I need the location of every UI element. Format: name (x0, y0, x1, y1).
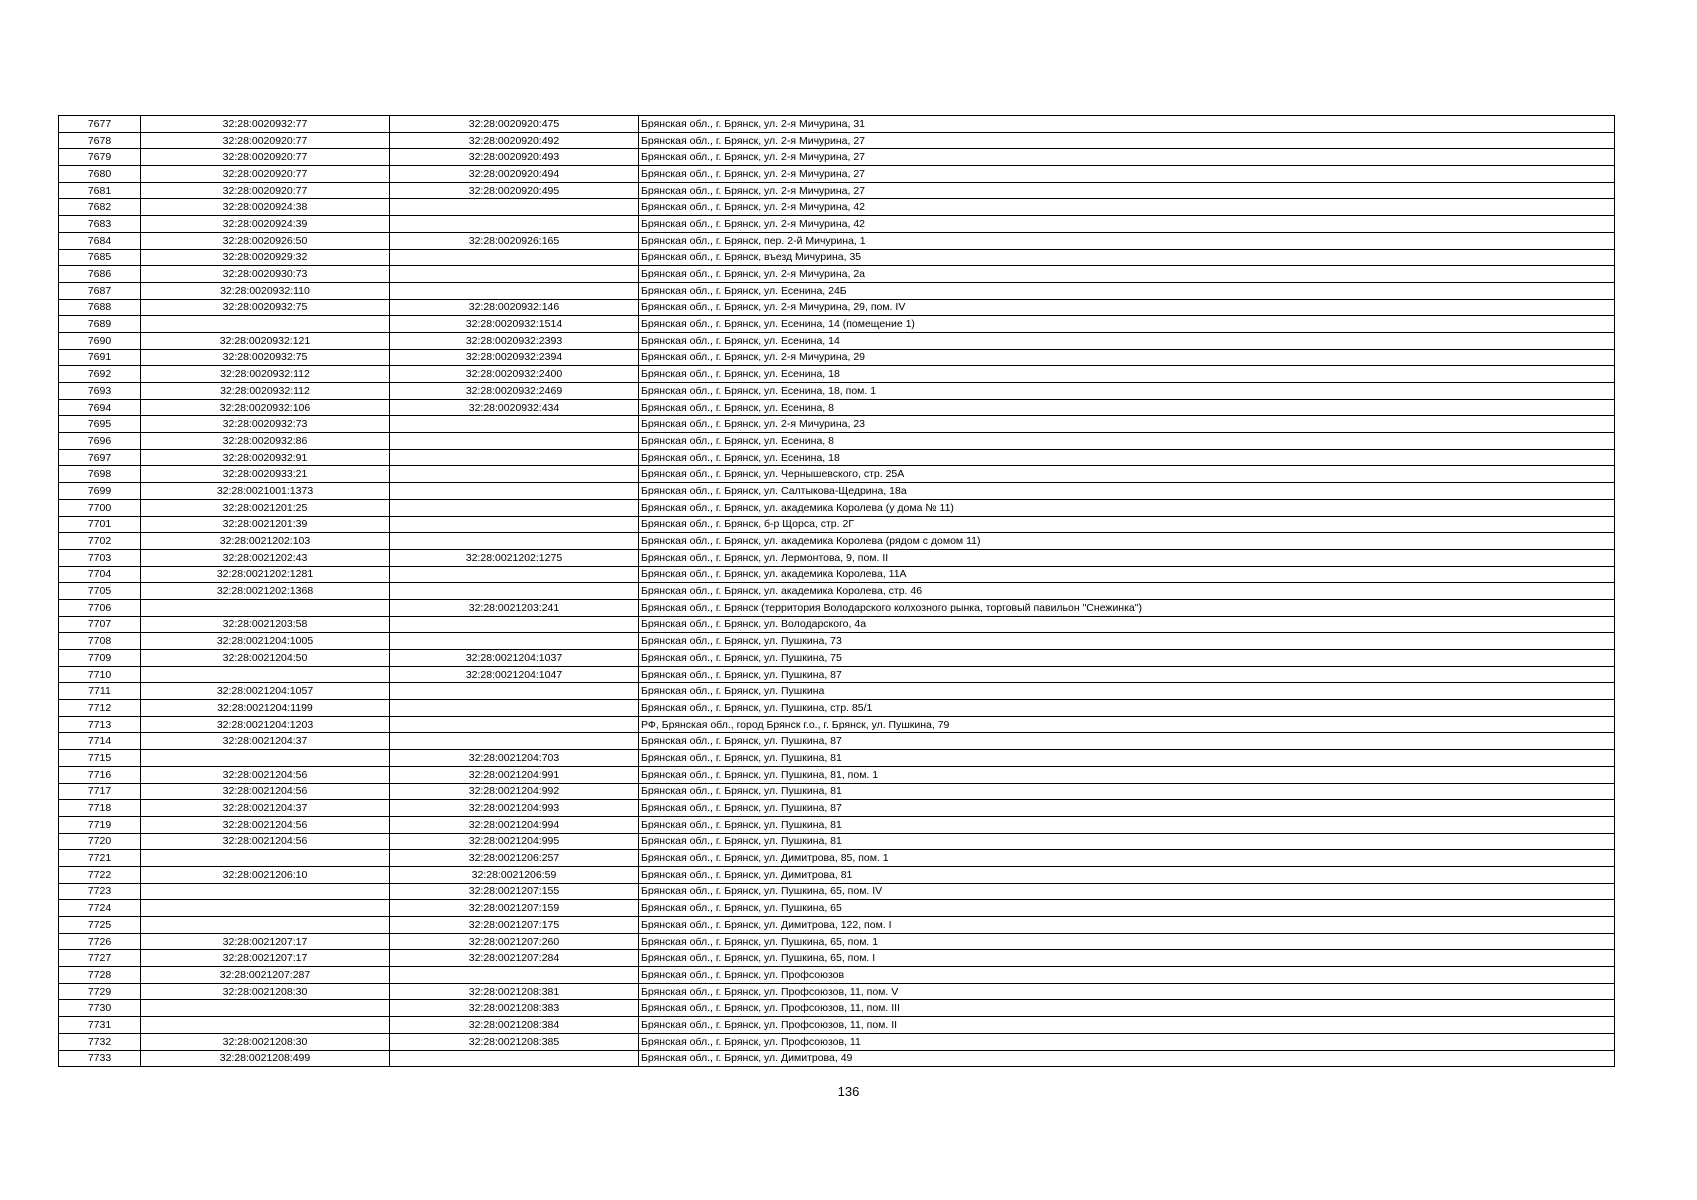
object-cadastral-number-cell: 32:28:0021204:1047 (390, 666, 639, 683)
address-cell: Брянская обл., г. Брянск, ул. Пушкина, 65, пом. 1 (639, 933, 1615, 950)
object-cadastral-number-cell: 32:28:0021207:159 (390, 900, 639, 917)
land-cadastral-number-cell (141, 666, 390, 683)
table-row (59, 700, 1615, 717)
table-row (59, 650, 1615, 667)
land-cadastral-number-cell: 32:28:0021201:39 (141, 516, 390, 533)
land-cadastral-number-cell: 32:28:0021206:10 (141, 866, 390, 883)
land-cadastral-number-cell: 32:28:0021208:30 (141, 983, 390, 1000)
object-cadastral-number-cell: 32:28:0021204:994 (390, 816, 639, 833)
table-row (59, 116, 1615, 133)
row-number-cell: 7700 (59, 499, 141, 516)
row-number-cell: 7726 (59, 933, 141, 950)
object-cadastral-number-cell: 32:28:0020932:2394 (390, 349, 639, 366)
table-row (59, 666, 1615, 683)
object-cadastral-number-cell: 32:28:0020920:494 (390, 166, 639, 183)
row-number-cell: 7681 (59, 182, 141, 199)
row-number-cell: 7721 (59, 850, 141, 867)
object-cadastral-number-cell: 32:28:0021204:995 (390, 833, 639, 850)
table-row (59, 549, 1615, 566)
object-cadastral-number-cell: 32:28:0020926:165 (390, 232, 639, 249)
table-row (59, 750, 1615, 767)
address-cell: Брянская обл., г. Брянск, ул. 2-я Мичурина, 27 (639, 149, 1615, 166)
object-cadastral-number-cell: 32:28:0020920:492 (390, 132, 639, 149)
land-cadastral-number-cell: 32:28:0020932:75 (141, 349, 390, 366)
object-cadastral-number-cell (390, 216, 639, 233)
address-cell: Брянская обл., г. Брянск (территория Володарского колхозного рынка, торговый павильон "Снежинка") (639, 599, 1615, 616)
address-cell: Брянская обл., г. Брянск, ул. Есенина, 14 (639, 332, 1615, 349)
row-number-cell: 7685 (59, 249, 141, 266)
address-cell: Брянская обл., г. Брянск, ул. Пушкина, 87 (639, 733, 1615, 750)
row-number-cell: 7713 (59, 716, 141, 733)
land-cadastral-number-cell (141, 1000, 390, 1017)
table-row (59, 166, 1615, 183)
object-cadastral-number-cell: 32:28:0021204:703 (390, 750, 639, 767)
object-cadastral-number-cell: 32:28:0020920:493 (390, 149, 639, 166)
table-row (59, 766, 1615, 783)
row-number-cell: 7680 (59, 166, 141, 183)
row-number-cell: 7684 (59, 232, 141, 249)
land-cadastral-number-cell: 32:28:0020920:77 (141, 149, 390, 166)
table-row (59, 633, 1615, 650)
address-cell: Брянская обл., г. Брянск, ул. Димитрова, 85, пом. 1 (639, 850, 1615, 867)
address-cell: Брянская обл., г. Брянск, ул. Димитрова, 49 (639, 1050, 1615, 1067)
address-cell: Брянская обл., г. Брянск, ул. Салтыкова-Щедрина, 18а (639, 483, 1615, 500)
row-number-cell: 7705 (59, 583, 141, 600)
row-number-cell: 7686 (59, 266, 141, 283)
address-cell: Брянская обл., г. Брянск, ул. Профсоюзов, 11, пом. V (639, 983, 1615, 1000)
land-cadastral-number-cell (141, 883, 390, 900)
table-row (59, 132, 1615, 149)
object-cadastral-number-cell (390, 266, 639, 283)
land-cadastral-number-cell: 32:28:0021202:43 (141, 549, 390, 566)
object-cadastral-number-cell (390, 683, 639, 700)
object-cadastral-number-cell: 32:28:0021208:385 (390, 1033, 639, 1050)
land-cadastral-number-cell: 32:28:0021204:37 (141, 800, 390, 817)
row-number-cell: 7733 (59, 1050, 141, 1067)
row-number-cell: 7699 (59, 483, 141, 500)
row-number-cell: 7720 (59, 833, 141, 850)
land-cadastral-number-cell: 32:28:0020920:77 (141, 132, 390, 149)
row-number-cell: 7679 (59, 149, 141, 166)
address-cell: Брянская обл., г. Брянск, ул. Пушкина, 65 (639, 900, 1615, 917)
object-cadastral-number-cell: 32:28:0020932:146 (390, 299, 639, 316)
object-cadastral-number-cell (390, 199, 639, 216)
table-row (59, 332, 1615, 349)
row-number-cell: 7688 (59, 299, 141, 316)
table-row (59, 683, 1615, 700)
table-row (59, 316, 1615, 333)
row-number-cell: 7687 (59, 282, 141, 299)
object-cadastral-number-cell (390, 282, 639, 299)
address-cell: Брянская обл., г. Брянск, ул. Пушкина, 81 (639, 833, 1615, 850)
object-cadastral-number-cell: 32:28:0021206:59 (390, 866, 639, 883)
row-number-cell: 7727 (59, 950, 141, 967)
address-cell: Брянская обл., г. Брянск, ул. Пушкина, 81, пом. 1 (639, 766, 1615, 783)
land-cadastral-number-cell: 32:28:0021204:56 (141, 816, 390, 833)
table-row (59, 399, 1615, 416)
object-cadastral-number-cell: 32:28:0021207:175 (390, 917, 639, 934)
land-cadastral-number-cell: 32:28:0020932:121 (141, 332, 390, 349)
address-cell: Брянская обл., г. Брянск, ул. Есенина, 8 (639, 399, 1615, 416)
land-cadastral-number-cell: 32:28:0020920:77 (141, 182, 390, 199)
address-cell: Брянская обл., г. Брянск, въезд Мичурина, 35 (639, 249, 1615, 266)
object-cadastral-number-cell (390, 733, 639, 750)
land-cadastral-number-cell: 32:28:0020930:73 (141, 266, 390, 283)
row-number-cell: 7722 (59, 866, 141, 883)
row-number-cell: 7702 (59, 533, 141, 550)
object-cadastral-number-cell (390, 533, 639, 550)
land-cadastral-number-cell: 32:28:0021204:56 (141, 783, 390, 800)
address-cell: Брянская обл., г. Брянск, ул. Пушкина, 65, пом. I (639, 950, 1615, 967)
object-cadastral-number-cell: 32:28:0020920:475 (390, 116, 639, 133)
table-row (59, 483, 1615, 500)
land-cadastral-number-cell (141, 917, 390, 934)
address-cell: Брянская обл., г. Брянск, ул. академика Королева (у дома № 11) (639, 499, 1615, 516)
address-cell: Брянская обл., г. Брянск, ул. 2-я Мичурина, 23 (639, 416, 1615, 433)
object-cadastral-number-cell (390, 249, 639, 266)
object-cadastral-number-cell: 32:28:0021208:381 (390, 983, 639, 1000)
object-cadastral-number-cell: 32:28:0021204:993 (390, 800, 639, 817)
table-row (59, 449, 1615, 466)
address-cell: Брянская обл., г. Брянск, ул. Пушкина, 87 (639, 666, 1615, 683)
land-cadastral-number-cell: 32:28:0021203:58 (141, 616, 390, 633)
land-cadastral-number-cell (141, 900, 390, 917)
object-cadastral-number-cell: 32:28:0020932:1514 (390, 316, 639, 333)
land-cadastral-number-cell: 32:28:0021204:56 (141, 766, 390, 783)
address-cell: РФ, Брянская обл., город Брянск г.о., г. Брянск, ул. Пушкина, 79 (639, 716, 1615, 733)
object-cadastral-number-cell (390, 633, 639, 650)
row-number-cell: 7725 (59, 917, 141, 934)
land-cadastral-number-cell: 32:28:0020924:38 (141, 199, 390, 216)
row-number-cell: 7708 (59, 633, 141, 650)
land-cadastral-number-cell (141, 750, 390, 767)
land-cadastral-number-cell: 32:28:0021202:1281 (141, 566, 390, 583)
land-cadastral-number-cell: 32:28:0020929:32 (141, 249, 390, 266)
row-number-cell: 7690 (59, 332, 141, 349)
table-row (59, 866, 1615, 883)
row-number-cell: 7698 (59, 466, 141, 483)
row-number-cell: 7730 (59, 1000, 141, 1017)
object-cadastral-number-cell (390, 566, 639, 583)
table-row (59, 783, 1615, 800)
address-cell: Брянская обл., г. Брянск, ул. 2-я Мичурина, 42 (639, 199, 1615, 216)
land-cadastral-number-cell: 32:28:0020932:77 (141, 116, 390, 133)
row-number-cell: 7682 (59, 199, 141, 216)
address-cell: Брянская обл., г. Брянск, ул. 2-я Мичурина, 31 (639, 116, 1615, 133)
address-cell: Брянская обл., г. Брянск, ул. Есенина, 18, пом. 1 (639, 383, 1615, 400)
object-cadastral-number-cell: 32:28:0021204:991 (390, 766, 639, 783)
land-cadastral-number-cell: 32:28:0021207:287 (141, 967, 390, 984)
object-cadastral-number-cell: 32:28:0021208:384 (390, 1017, 639, 1034)
object-cadastral-number-cell: 32:28:0021207:260 (390, 933, 639, 950)
page-number: 136 (837, 1084, 860, 1099)
object-cadastral-number-cell: 32:28:0020932:2400 (390, 366, 639, 383)
address-cell: Брянская обл., г. Брянск, ул. Пушкина (639, 683, 1615, 700)
address-cell: Брянская обл., г. Брянск, ул. Димитрова, 81 (639, 866, 1615, 883)
land-cadastral-number-cell (141, 850, 390, 867)
land-cadastral-number-cell: 32:28:0021204:1057 (141, 683, 390, 700)
object-cadastral-number-cell (390, 700, 639, 717)
table-row (59, 416, 1615, 433)
table-row (59, 900, 1615, 917)
table-row (59, 1050, 1615, 1067)
row-number-cell: 7712 (59, 700, 141, 717)
table-row (59, 249, 1615, 266)
land-cadastral-number-cell: 32:28:0021208:30 (141, 1033, 390, 1050)
row-number-cell: 7677 (59, 116, 141, 133)
row-number-cell: 7695 (59, 416, 141, 433)
land-cadastral-number-cell: 32:28:0020932:86 (141, 433, 390, 450)
row-number-cell: 7706 (59, 599, 141, 616)
row-number-cell: 7711 (59, 683, 141, 700)
row-number-cell: 7719 (59, 816, 141, 833)
object-cadastral-number-cell (390, 1050, 639, 1067)
row-number-cell: 7683 (59, 216, 141, 233)
address-cell: Брянская обл., г. Брянск, ул. Пушкина, 65, пом. IV (639, 883, 1615, 900)
table-row (59, 266, 1615, 283)
row-number-cell: 7731 (59, 1017, 141, 1034)
address-cell: Брянская обл., г. Брянск, ул. Есенина, 18 (639, 449, 1615, 466)
table-row (59, 466, 1615, 483)
table-row (59, 883, 1615, 900)
land-cadastral-number-cell (141, 599, 390, 616)
table-row (59, 1017, 1615, 1034)
row-number-cell: 7709 (59, 650, 141, 667)
table-row (59, 599, 1615, 616)
land-cadastral-number-cell: 32:28:0021204:1005 (141, 633, 390, 650)
table-row (59, 433, 1615, 450)
address-cell: Брянская обл., г. Брянск, б-р Щорса, стр. 2Г (639, 516, 1615, 533)
object-cadastral-number-cell: 32:28:0020932:434 (390, 399, 639, 416)
land-cadastral-number-cell: 32:28:0020932:112 (141, 383, 390, 400)
land-cadastral-number-cell: 32:28:0021201:25 (141, 499, 390, 516)
table-row (59, 816, 1615, 833)
address-cell: Брянская обл., г. Брянск, ул. академика Королева (рядом с домом 11) (639, 533, 1615, 550)
table-row (59, 232, 1615, 249)
table-row (59, 216, 1615, 233)
object-cadastral-number-cell: 32:28:0021207:284 (390, 950, 639, 967)
address-cell: Брянская обл., г. Брянск, ул. 2-я Мичурина, 29 (639, 349, 1615, 366)
registry-table (58, 115, 1615, 1067)
table-row (59, 616, 1615, 633)
address-cell: Брянская обл., г. Брянск, ул. 2-я Мичурина, 42 (639, 216, 1615, 233)
land-cadastral-number-cell: 32:28:0020932:106 (141, 399, 390, 416)
address-cell: Брянская обл., г. Брянск, ул. Димитрова, 122, пом. I (639, 917, 1615, 934)
address-cell: Брянская обл., г. Брянск, ул. Пушкина, 73 (639, 633, 1615, 650)
table-row (59, 583, 1615, 600)
row-number-cell: 7701 (59, 516, 141, 533)
object-cadastral-number-cell: 32:28:0021207:155 (390, 883, 639, 900)
row-number-cell: 7714 (59, 733, 141, 750)
land-cadastral-number-cell: 32:28:0020932:91 (141, 449, 390, 466)
table-row (59, 917, 1615, 934)
table-row (59, 516, 1615, 533)
object-cadastral-number-cell: 32:28:0021206:257 (390, 850, 639, 867)
land-cadastral-number-cell: 32:28:0021204:56 (141, 833, 390, 850)
object-cadastral-number-cell (390, 416, 639, 433)
object-cadastral-number-cell (390, 449, 639, 466)
address-cell: Брянская обл., г. Брянск, ул. 2-я Мичурина, 27 (639, 166, 1615, 183)
object-cadastral-number-cell: 32:28:0020932:2469 (390, 383, 639, 400)
land-cadastral-number-cell: 32:28:0020932:73 (141, 416, 390, 433)
land-cadastral-number-cell: 32:28:0021202:1368 (141, 583, 390, 600)
row-number-cell: 7707 (59, 616, 141, 633)
address-cell: Брянская обл., г. Брянск, ул. 2-я Мичурина, 27 (639, 132, 1615, 149)
address-cell: Брянская обл., г. Брянск, ул. 2-я Мичурина, 27 (639, 182, 1615, 199)
row-number-cell: 7697 (59, 449, 141, 466)
row-number-cell: 7715 (59, 750, 141, 767)
table-row (59, 1033, 1615, 1050)
land-cadastral-number-cell: 32:28:0021204:1203 (141, 716, 390, 733)
address-cell: Брянская обл., г. Брянск, ул. Профсоюзов, 11, пом. III (639, 1000, 1615, 1017)
object-cadastral-number-cell: 32:28:0020932:2393 (390, 332, 639, 349)
table-row (59, 199, 1615, 216)
row-number-cell: 7678 (59, 132, 141, 149)
land-cadastral-number-cell: 32:28:0021202:103 (141, 533, 390, 550)
table-row (59, 533, 1615, 550)
address-cell: Брянская обл., г. Брянск, ул. Володарского, 4а (639, 616, 1615, 633)
land-cadastral-number-cell: 32:28:0020932:75 (141, 299, 390, 316)
row-number-cell: 7703 (59, 549, 141, 566)
land-cadastral-number-cell: 32:28:0021204:37 (141, 733, 390, 750)
address-cell: Брянская обл., г. Брянск, ул. Пушкина, 81 (639, 783, 1615, 800)
table-row (59, 299, 1615, 316)
object-cadastral-number-cell: 32:28:0021203:241 (390, 599, 639, 616)
object-cadastral-number-cell: 32:28:0020920:495 (390, 182, 639, 199)
table-row (59, 800, 1615, 817)
table-row (59, 349, 1615, 366)
address-cell: Брянская обл., г. Брянск, ул. 2-я Мичурина, 29, пом. IV (639, 299, 1615, 316)
land-cadastral-number-cell: 32:28:0021207:17 (141, 933, 390, 950)
address-cell: Брянская обл., г. Брянск, ул. Пушкина, 81 (639, 750, 1615, 767)
address-cell: Брянская обл., г. Брянск, ул. Есенина, 14 (помещение 1) (639, 316, 1615, 333)
land-cadastral-number-cell: 32:28:0020920:77 (141, 166, 390, 183)
address-cell: Брянская обл., г. Брянск, ул. Пушкина, 87 (639, 800, 1615, 817)
land-cadastral-number-cell: 32:28:0020933:21 (141, 466, 390, 483)
address-cell: Брянская обл., г. Брянск, ул. Есенина, 8 (639, 433, 1615, 450)
row-number-cell: 7723 (59, 883, 141, 900)
object-cadastral-number-cell (390, 483, 639, 500)
address-cell: Брянская обл., г. Брянск, ул. 2-я Мичурина, 2а (639, 266, 1615, 283)
document-sheet (58, 115, 1614, 1067)
land-cadastral-number-cell: 32:28:0020932:112 (141, 366, 390, 383)
land-cadastral-number-cell: 32:28:0021001:1373 (141, 483, 390, 500)
address-cell: Брянская обл., г. Брянск, ул. Чернышевского, стр. 25А (639, 466, 1615, 483)
address-cell: Брянская обл., г. Брянск, ул. академика Королева, 11А (639, 566, 1615, 583)
table-row (59, 182, 1615, 199)
row-number-cell: 7689 (59, 316, 141, 333)
object-cadastral-number-cell (390, 433, 639, 450)
table-row (59, 1000, 1615, 1017)
address-cell: Брянская обл., г. Брянск, ул. Профсоюзов, 11 (639, 1033, 1615, 1050)
address-cell: Брянская обл., г. Брянск, ул. Лермонтова, 9, пом. II (639, 549, 1615, 566)
table-row (59, 933, 1615, 950)
object-cadastral-number-cell: 32:28:0021204:992 (390, 783, 639, 800)
row-number-cell: 7732 (59, 1033, 141, 1050)
land-cadastral-number-cell: 32:28:0020924:39 (141, 216, 390, 233)
address-cell: Брянская обл., г. Брянск, ул. Есенина, 24Б (639, 282, 1615, 299)
registry-table-body (59, 116, 1615, 1067)
land-cadastral-number-cell: 32:28:0021204:1199 (141, 700, 390, 717)
row-number-cell: 7704 (59, 566, 141, 583)
row-number-cell: 7716 (59, 766, 141, 783)
table-row (59, 967, 1615, 984)
row-number-cell: 7694 (59, 399, 141, 416)
address-cell: Брянская обл., г. Брянск, пер. 2-й Мичурина, 1 (639, 232, 1615, 249)
land-cadastral-number-cell: 32:28:0020926:50 (141, 232, 390, 249)
object-cadastral-number-cell (390, 716, 639, 733)
table-row (59, 983, 1615, 1000)
row-number-cell: 7692 (59, 366, 141, 383)
row-number-cell: 7691 (59, 349, 141, 366)
row-number-cell: 7728 (59, 967, 141, 984)
address-cell: Брянская обл., г. Брянск, ул. Пушкина, 75 (639, 650, 1615, 667)
row-number-cell: 7717 (59, 783, 141, 800)
row-number-cell: 7724 (59, 900, 141, 917)
object-cadastral-number-cell (390, 616, 639, 633)
land-cadastral-number-cell: 32:28:0021204:50 (141, 650, 390, 667)
row-number-cell: 7718 (59, 800, 141, 817)
table-row (59, 833, 1615, 850)
table-row (59, 850, 1615, 867)
object-cadastral-number-cell: 32:28:0021208:383 (390, 1000, 639, 1017)
object-cadastral-number-cell (390, 516, 639, 533)
address-cell: Брянская обл., г. Брянск, ул. Профсоюзов (639, 967, 1615, 984)
table-row (59, 950, 1615, 967)
row-number-cell: 7710 (59, 666, 141, 683)
address-cell: Брянская обл., г. Брянск, ул. Есенина, 18 (639, 366, 1615, 383)
table-row (59, 499, 1615, 516)
object-cadastral-number-cell (390, 967, 639, 984)
land-cadastral-number-cell: 32:28:0021207:17 (141, 950, 390, 967)
land-cadastral-number-cell (141, 316, 390, 333)
object-cadastral-number-cell (390, 499, 639, 516)
object-cadastral-number-cell (390, 466, 639, 483)
table-row (59, 149, 1615, 166)
object-cadastral-number-cell: 32:28:0021204:1037 (390, 650, 639, 667)
table-row (59, 733, 1615, 750)
row-number-cell: 7693 (59, 383, 141, 400)
row-number-cell: 7696 (59, 433, 141, 450)
table-row (59, 383, 1615, 400)
row-number-cell: 7729 (59, 983, 141, 1000)
table-row (59, 716, 1615, 733)
object-cadastral-number-cell (390, 583, 639, 600)
table-row (59, 566, 1615, 583)
address-cell: Брянская обл., г. Брянск, ул. Пушкина, 81 (639, 816, 1615, 833)
table-row (59, 366, 1615, 383)
address-cell: Брянская обл., г. Брянск, ул. Пушкина, стр. 85/1 (639, 700, 1615, 717)
table-row (59, 282, 1615, 299)
land-cadastral-number-cell: 32:28:0020932:110 (141, 282, 390, 299)
address-cell: Брянская обл., г. Брянск, ул. академика Королева, стр. 46 (639, 583, 1615, 600)
address-cell: Брянская обл., г. Брянск, ул. Профсоюзов, 11, пом. II (639, 1017, 1615, 1034)
land-cadastral-number-cell: 32:28:0021208:499 (141, 1050, 390, 1067)
land-cadastral-number-cell (141, 1017, 390, 1034)
object-cadastral-number-cell: 32:28:0021202:1275 (390, 549, 639, 566)
